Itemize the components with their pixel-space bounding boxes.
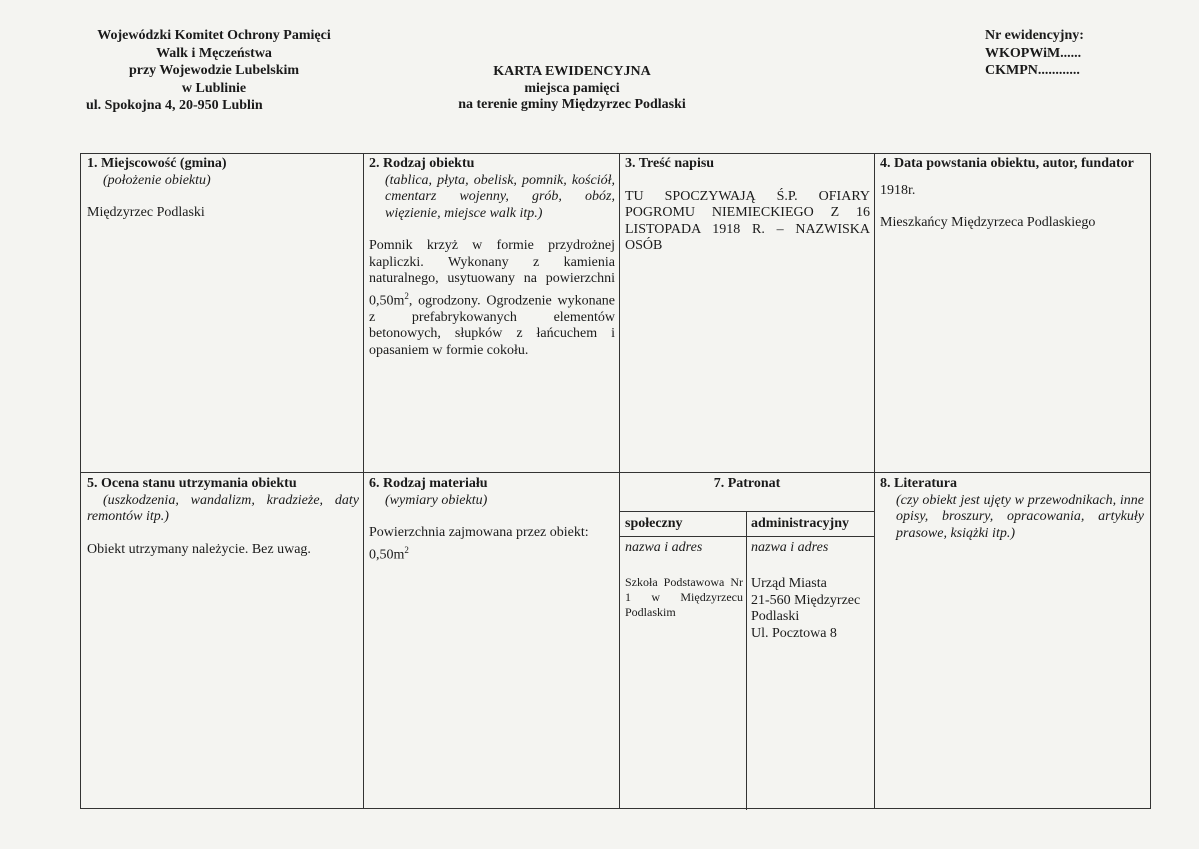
document-title bbox=[430, 64, 714, 114]
material-title: 6. Rodzaj materiału bbox=[369, 476, 488, 491]
cell-inscription bbox=[625, 156, 870, 255]
admin-patron-value bbox=[751, 576, 871, 642]
organization-header bbox=[78, 27, 350, 115]
condition-subtitle: (uszkodzenia, wandalizm, kradzieże, daty remontów itp.) bbox=[87, 492, 359, 524]
material-text: Powierzchnia zajmowana przez obiekt: 0,50m bbox=[369, 525, 589, 563]
location-value: Międzyrzec Podlaski bbox=[87, 205, 205, 220]
admin-name-label: nazwa i adres bbox=[751, 540, 829, 555]
inscription-text: TU SPOCZYWAJĄ Ś.P. OFIARY POGROMU NIEMIECKIEGO Z 16 LISTOPADA 1918 R. – NAZWISKA OSÓB bbox=[625, 188, 870, 253]
registry-line-1: Nr ewidencyjny: bbox=[985, 28, 1084, 43]
literature-title: 8. Literatura bbox=[880, 476, 957, 491]
registry-number bbox=[985, 27, 1115, 80]
social-name-label: nazwa i adres bbox=[625, 540, 703, 555]
superscript: 2 bbox=[404, 290, 409, 301]
object-type-text-cont: , ogrodzony. Ogrodzenie wykonane z prefabrykowanych elementów betonowych, słupków z łańcuchem i opasaniem w formie cokołu. bbox=[369, 293, 615, 358]
org-line-5: ul. Spokojna 4, 20-950 Lublin bbox=[86, 98, 263, 113]
patronage-title: 7. Patronat bbox=[713, 476, 781, 491]
inscription-title: 3. Treść napisu bbox=[625, 156, 715, 171]
location-subtitle: (położenie obiektu) bbox=[103, 172, 211, 188]
literature-subtitle: (czy obiekt jest ujęty w przewodnikach, inne opisy, broszury, opracowania, artykuły prasowe, książki itp.) bbox=[896, 492, 1144, 541]
title-line-2: miejsca pamięci bbox=[524, 80, 620, 96]
admin-address-line: Ul. Pocztowa 8 bbox=[751, 625, 837, 641]
material-value bbox=[369, 525, 615, 564]
patronage-divider bbox=[619, 536, 874, 537]
registry-line-3: CKMPN............ bbox=[985, 63, 1080, 78]
superscript: 2 bbox=[404, 544, 409, 555]
founder-value: Mieszkańcy Międzyrzeca Podlaskiego bbox=[880, 215, 1096, 230]
row-divider bbox=[81, 472, 1150, 473]
location-title: 1. Miejscowość (gmina) bbox=[87, 156, 227, 171]
title-line-3: na terenie gminy Międzyrzec Podlaski bbox=[458, 97, 686, 112]
cell-material bbox=[369, 476, 615, 564]
object-type-title: 2. Rodzaj obiektu bbox=[369, 156, 475, 171]
cell-creation-date bbox=[880, 156, 1144, 232]
object-type-description bbox=[369, 238, 615, 359]
cell-object-type bbox=[369, 156, 615, 359]
org-line-1: Wojewódzki Komitet Ochrony Pamięci bbox=[97, 28, 331, 43]
condition-title: 5. Ocena stanu utrzymania obiektu bbox=[87, 476, 297, 491]
material-subtitle: (wymiary obiektu) bbox=[385, 492, 488, 508]
registry-line-2: WKOPWiM...... bbox=[985, 45, 1082, 61]
object-type-text: Pomnik krzyż w formie przydrożnej kapliczki. Wykonany z kamienia naturalnego, usytuowany na powierzchni 0,50m bbox=[369, 238, 615, 309]
cell-literature bbox=[880, 476, 1144, 542]
record-form-table bbox=[80, 153, 1151, 809]
org-line-2: Walk i Męczeństwa bbox=[156, 45, 272, 61]
object-type-subtitle: (tablica, płyta, obelisk, pomnik, kościół, cmentarz wojenny, grób, obóz, więzienie, miejsce walk itp.) bbox=[385, 172, 615, 221]
social-patron-value: Szkoła Podstawowa Nr 1 w Międzyrzecu Podlaskim bbox=[625, 575, 743, 619]
creation-date-value: 1918r. bbox=[880, 182, 916, 198]
column-divider bbox=[363, 154, 364, 808]
org-line-4: w Lublinie bbox=[181, 80, 247, 96]
patronage-social-header: społeczny bbox=[625, 516, 683, 531]
cell-condition bbox=[87, 476, 359, 558]
patronage-admin-header: administracyjny bbox=[751, 516, 849, 531]
patronage-column-divider bbox=[746, 511, 747, 810]
creation-date-title: 4. Data powstania obiektu, autor, fundator bbox=[880, 156, 1134, 171]
org-line-3: przy Wojewodzie Lubelskim bbox=[128, 63, 300, 78]
admin-address-line: Podlaski bbox=[751, 609, 800, 624]
title-line-1: KARTA EWIDENCYJNA bbox=[493, 64, 651, 79]
cell-location bbox=[87, 156, 359, 222]
admin-address-line: 21-560 Międzyrzec bbox=[751, 592, 861, 608]
column-divider bbox=[874, 154, 875, 808]
admin-address-line: Urząd Miasta bbox=[751, 576, 827, 591]
condition-value: Obiekt utrzymany należycie. Bez uwag. bbox=[87, 541, 311, 557]
